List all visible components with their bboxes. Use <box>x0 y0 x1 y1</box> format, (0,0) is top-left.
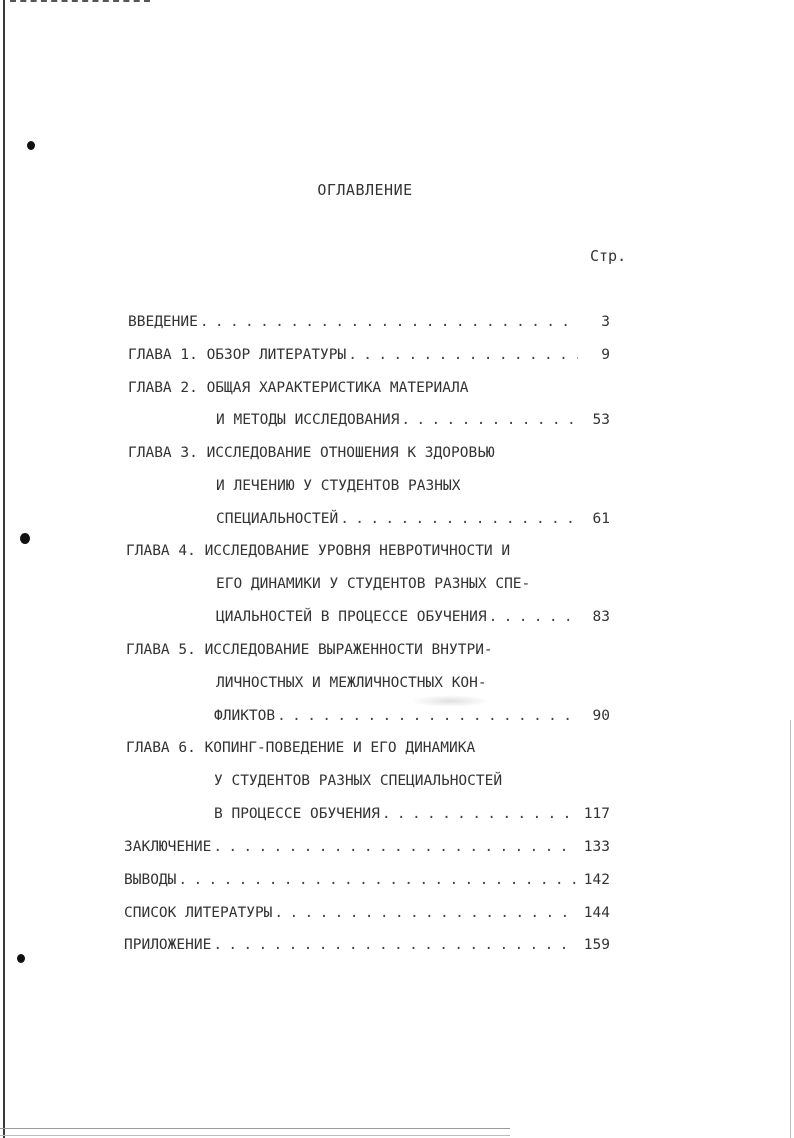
toc-entry <box>216 672 487 694</box>
toc-leader-dots <box>178 869 578 891</box>
toc-entry-text: ЛИЧНОСТНЫХ И МЕЖЛИЧНОСТНЫХ КОН- <box>216 675 487 691</box>
toc-entry <box>128 442 495 464</box>
toc-entry-page: 142 <box>583 872 610 888</box>
toc-entry <box>126 639 493 661</box>
toc-leader-dots <box>382 803 578 825</box>
toc-entry-text: В ПРОЦЕССЕ ОБУЧЕНИЯ <box>214 806 380 822</box>
toc-entry-page: 3 <box>601 314 610 330</box>
toc-entry-page: 133 <box>583 839 610 855</box>
toc-entry <box>214 705 610 727</box>
toc-entry <box>128 377 468 399</box>
toc-entry-text: ЕГО ДИНАМИКИ У СТУДЕНТОВ РАЗНЫХ СПЕ- <box>216 576 531 592</box>
toc-leader-dots <box>213 934 578 956</box>
toc-entry <box>126 540 510 562</box>
toc-entry <box>214 803 610 825</box>
toc-entry <box>216 475 460 497</box>
toc-entry <box>124 836 610 858</box>
toc-entry-text: ГЛАВА 1. ОБЗОР ЛИТЕРАТУРЫ <box>128 347 347 363</box>
toc-entry-text: ВЫВОДЫ <box>124 872 177 888</box>
toc-entry-page: 53 <box>592 412 610 428</box>
toc-entry-page: 83 <box>592 609 610 625</box>
toc-entry-page: 159 <box>583 937 610 953</box>
toc-entry-text: ГЛАВА 4. ИССЛЕДОВАНИЕ УРОВНЯ НЕВРОТИЧНОСТИ И <box>126 543 511 559</box>
toc-entry-text: И ЛЕЧЕНИЮ У СТУДЕНТОВ РАЗНЫХ <box>216 478 461 494</box>
toc-entry <box>216 606 610 628</box>
toc-entry <box>128 344 610 366</box>
toc-entry <box>124 934 610 956</box>
toc-entry-text: ГЛАВА 5. ИССЛЕДОВАНИЕ ВЫРАЖЕННОСТИ ВНУТРИ- <box>126 642 493 658</box>
toc-entry-page: 117 <box>583 806 610 822</box>
toc-entry-text: ЗАКЛЮЧЕНИЕ <box>124 839 212 855</box>
toc-leader-dots <box>348 344 578 366</box>
toc-entry <box>216 573 530 595</box>
toc-entry-text: СПИСОК ЛИТЕРАТУРЫ <box>124 905 273 921</box>
toc-entry-text: У СТУДЕНТОВ РАЗНЫХ СПЕЦИАЛЬНОСТЕЙ <box>214 773 503 789</box>
toc-leader-dots <box>489 606 578 628</box>
page-title: ОГЛАВЛЕНИЕ <box>317 181 413 199</box>
toc-entry-text: ФЛИКТОВ <box>214 708 276 724</box>
page-column-header: Стр. <box>590 247 627 265</box>
toc-leader-dots <box>200 311 578 333</box>
toc-entry <box>214 770 502 792</box>
toc-entry-text: СПЕЦИАЛЬНОСТЕЙ <box>216 511 339 527</box>
toc-entry <box>216 409 610 431</box>
toc-leader-dots <box>340 508 578 530</box>
toc-entry-page: 144 <box>583 905 610 921</box>
toc-leader-dots <box>213 836 578 858</box>
toc-entry <box>124 869 610 891</box>
toc-entry <box>124 902 610 924</box>
toc-entry-text: ГЛАВА 3. ИССЛЕДОВАНИЕ ОТНОШЕНИЯ К ЗДОРОВЬЮ <box>128 445 495 461</box>
toc-entry-text: ГЛАВА 6. КОПИНГ-ПОВЕДЕНИЕ И ЕГО ДИНАМИКА <box>126 740 476 756</box>
toc-leader-dots <box>277 705 578 727</box>
toc-leader-dots <box>401 409 578 431</box>
toc-entry-page: 90 <box>592 708 610 724</box>
toc-entry <box>128 311 610 333</box>
toc-entry-page: 61 <box>592 511 610 527</box>
toc-entry-text: ВВЕДЕНИЕ <box>128 314 198 330</box>
toc-entry-page: 9 <box>601 347 610 363</box>
toc-entry-text: ГЛАВА 2. ОБЩАЯ ХАРАКТЕРИСТИКА МАТЕРИАЛА <box>128 380 469 396</box>
toc-leader-dots <box>274 902 578 924</box>
toc-entry-text: ЦИАЛЬНОСТЕЙ В ПРОЦЕССЕ ОБУЧЕНИЯ <box>216 609 487 625</box>
toc-entry <box>126 737 475 759</box>
toc-entry <box>216 508 610 530</box>
toc-entry-text: И МЕТОДЫ ИССЛЕДОВАНИЯ <box>216 412 400 428</box>
toc-entry-text: ПРИЛОЖЕНИЕ <box>124 937 212 953</box>
